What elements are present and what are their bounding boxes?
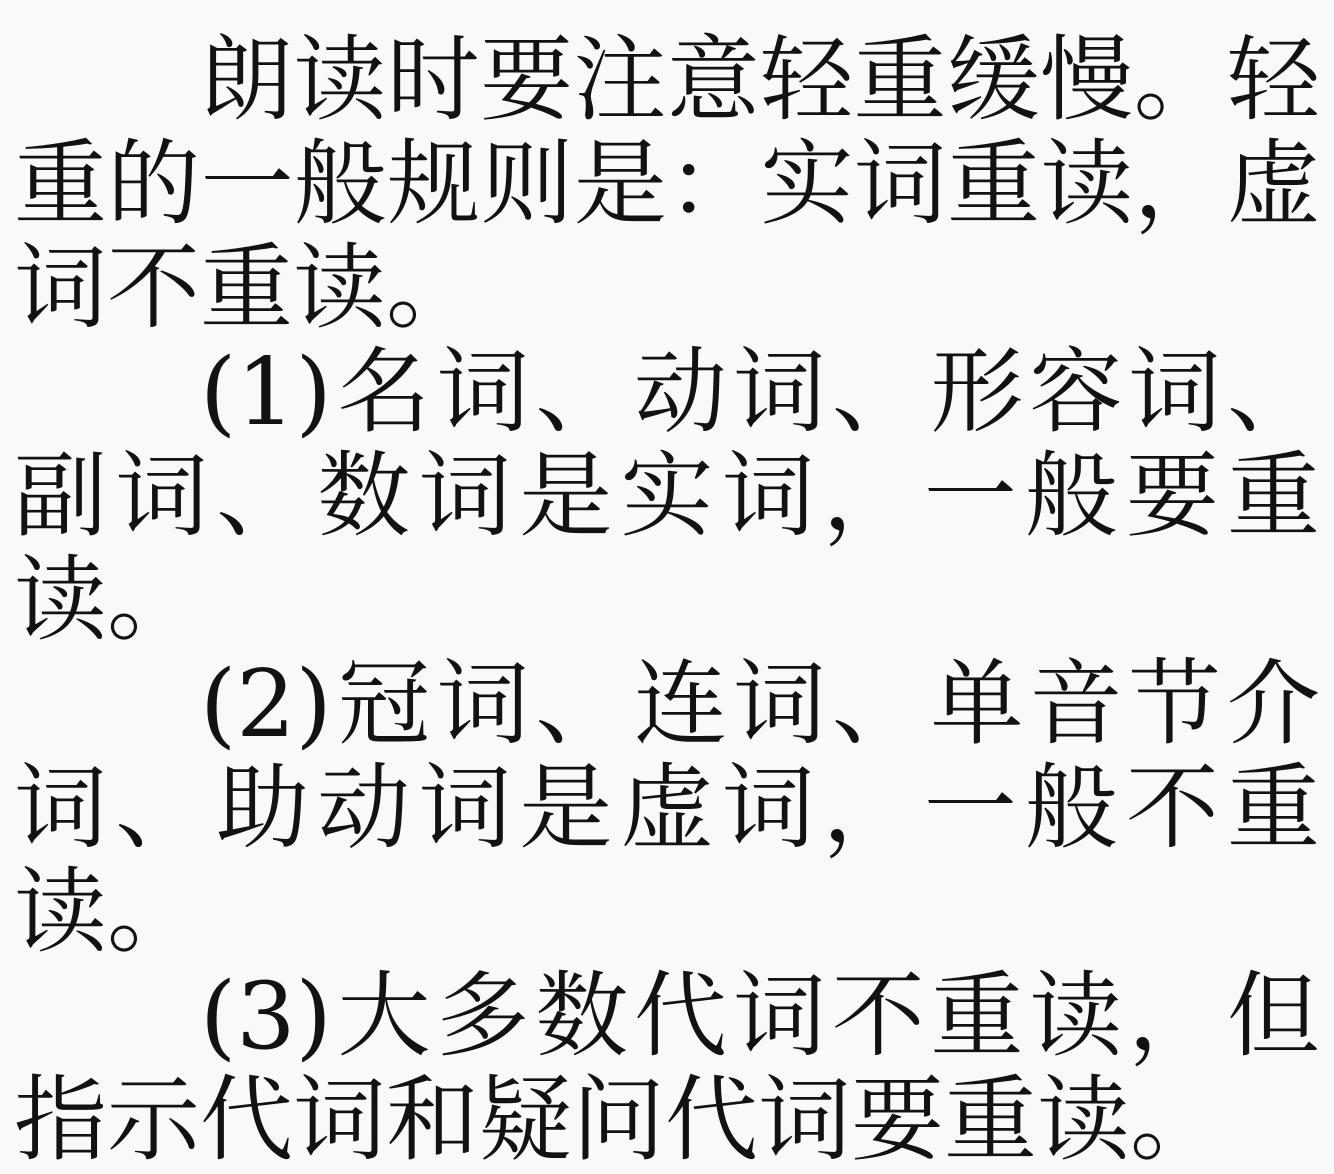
paragraph-rule-3-pronouns: (3)大多数代词不重读，但指示代词和疑问代词要重读。 [14,962,1320,1174]
paragraph-intro-stress-rule: 朗读时要注意轻重缓慢。轻重的一般规则是：实词重读，虚词不重读。 [14,26,1320,342]
paragraph-rule-1-content-words: (1)名词、动词、形容词、副词、数词是实词，一般要重读。 [14,338,1320,654]
paragraph-rule-2-function-words: (2)冠词、连词、单音节介词、助动词是虚词，一般不重读。 [14,650,1320,966]
